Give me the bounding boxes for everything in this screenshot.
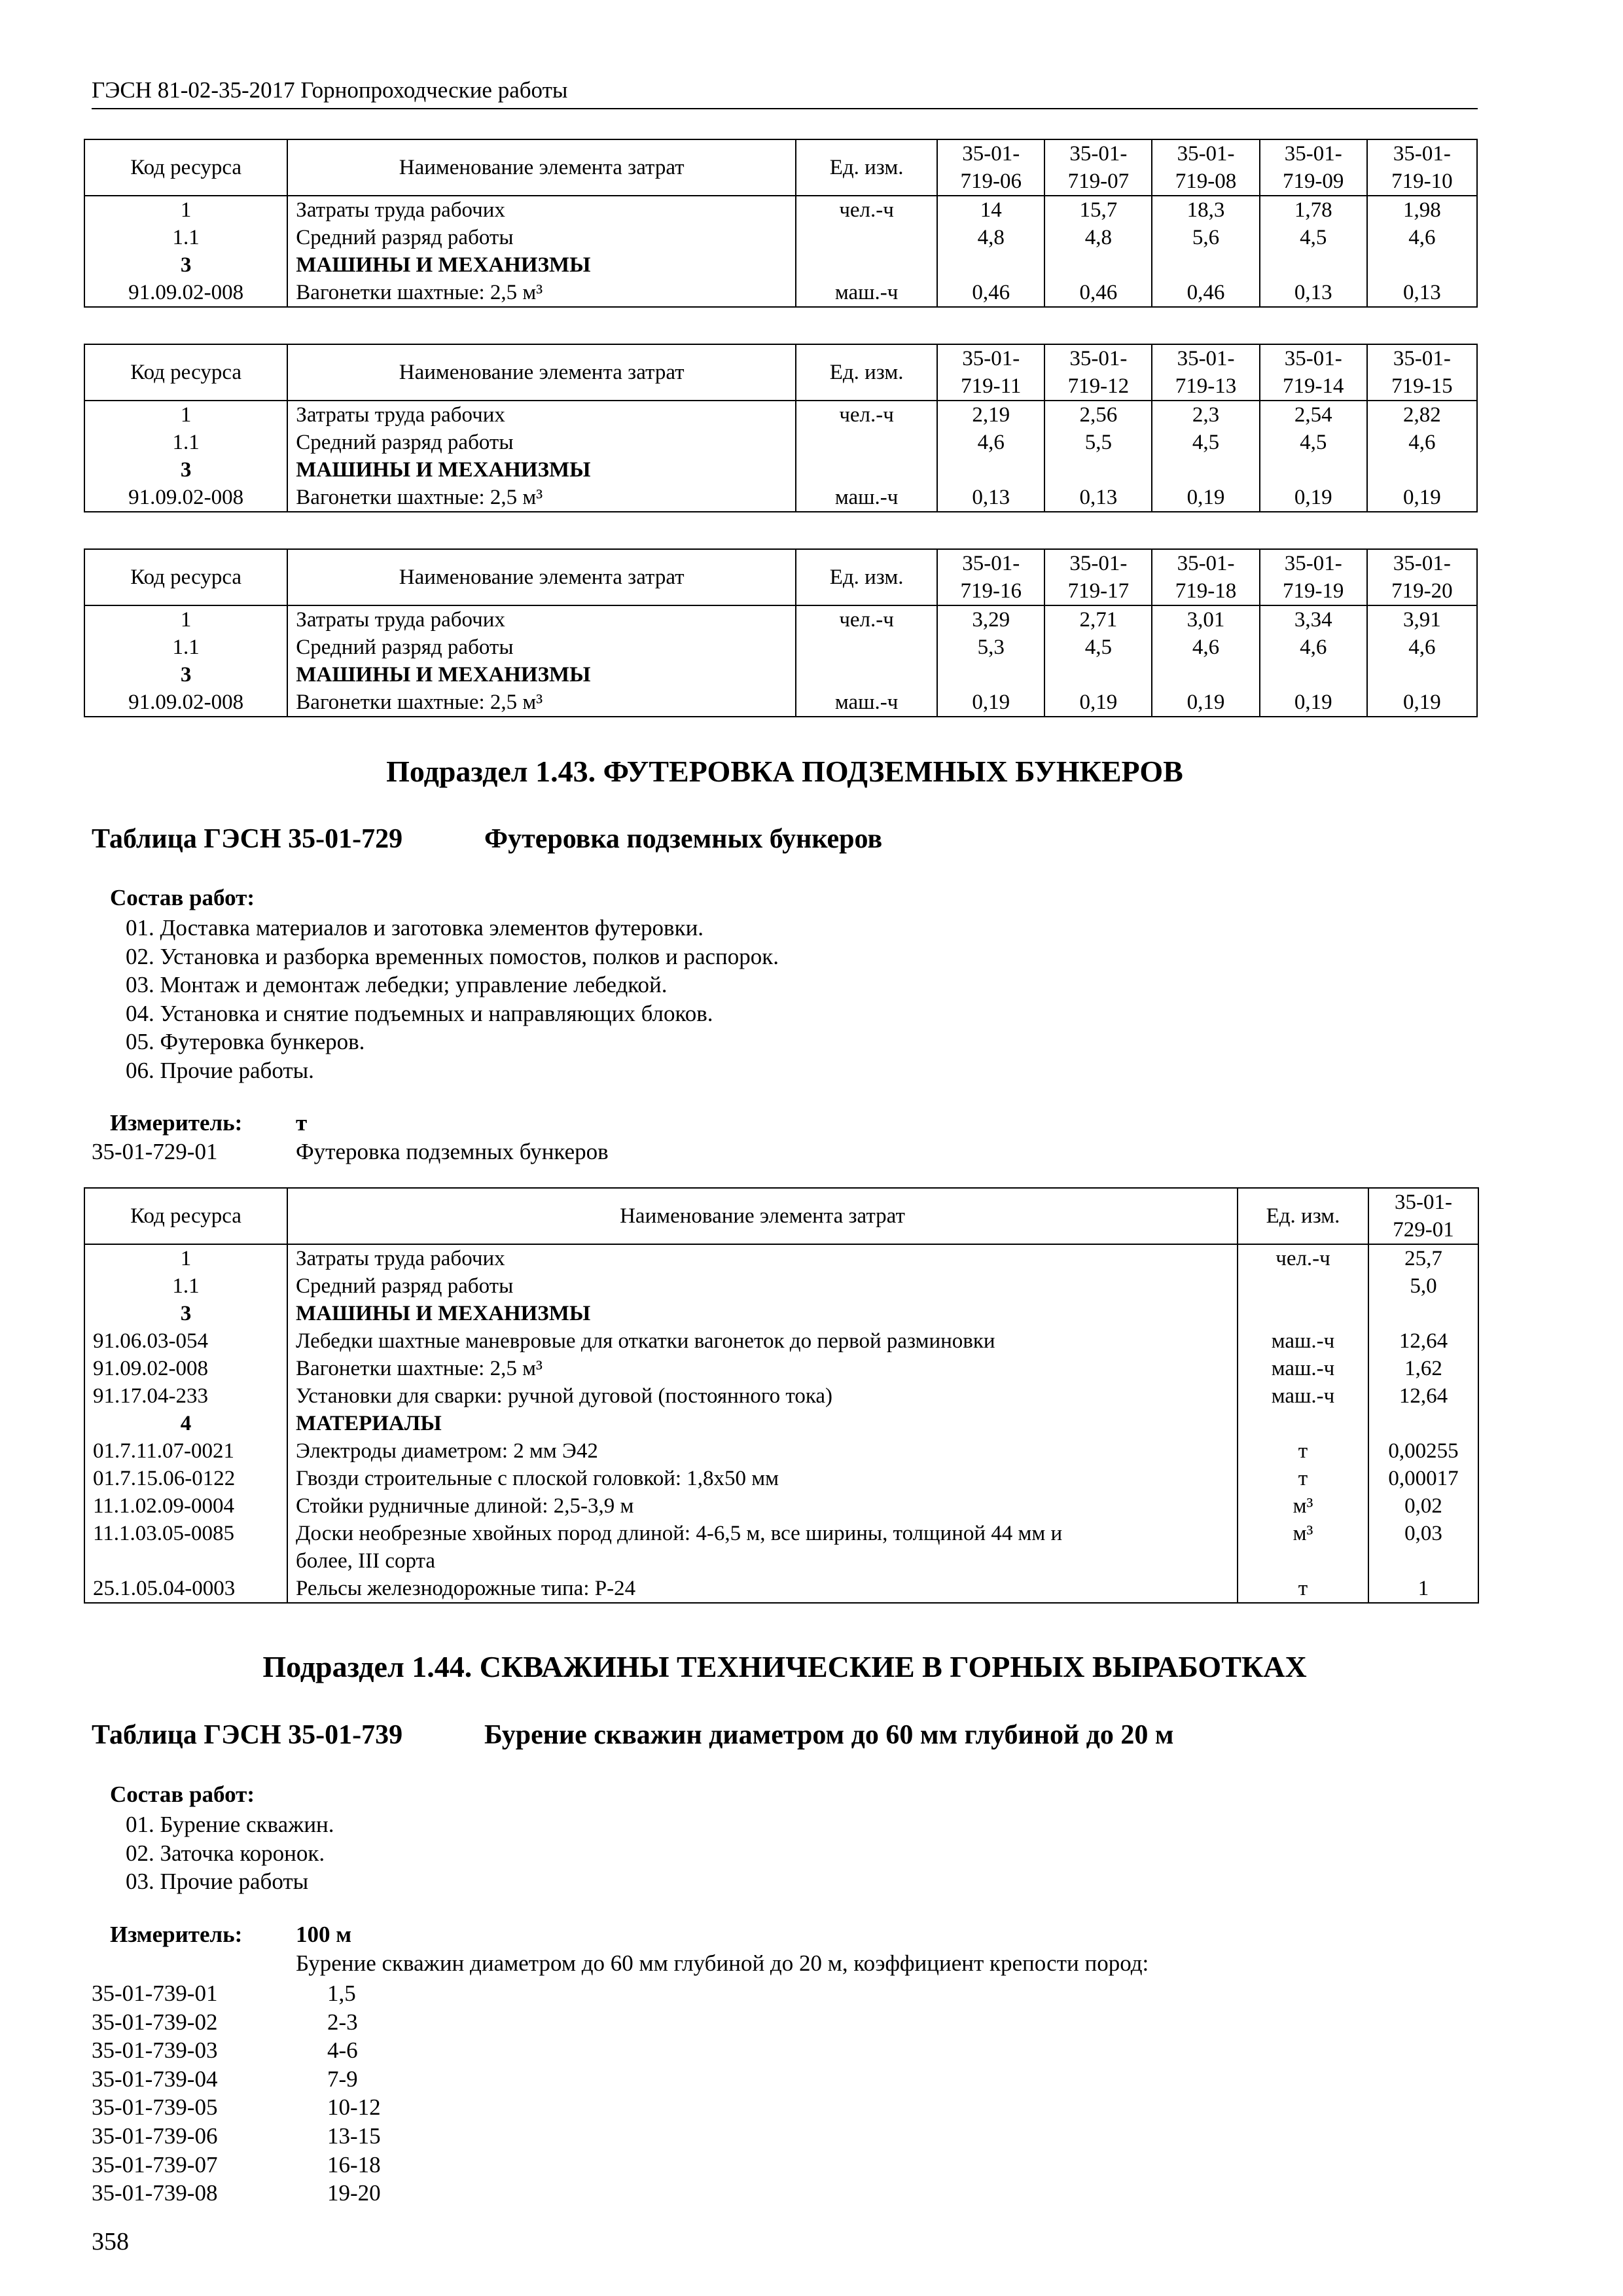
- resource-name: Лебедки шахтные маневровые для откатки вагонеток до первой разминовки: [287, 1327, 1238, 1355]
- col-name-header: Наименование элемента затрат: [287, 549, 796, 605]
- running-header: ГЭСН 81-02-35-2017 Горнопроходческие работы: [92, 77, 568, 103]
- item-code: 35-01-729-01: [92, 1139, 218, 1164]
- resource-name: Установки для сварки: ручной дуговой (постоянного тока): [287, 1382, 1238, 1410]
- resource-value: 0,02: [1368, 1492, 1478, 1520]
- resource-value: 1,78: [1260, 196, 1367, 224]
- item-code: 35-01-739-03: [92, 2037, 218, 2064]
- item-list-739: [92, 1979, 381, 2208]
- col-unit-header: Ед. изм.: [1238, 1188, 1368, 1244]
- resource-value: [937, 661, 1044, 689]
- list-item: [92, 2008, 358, 2037]
- resource-value: 5,3: [937, 634, 1044, 661]
- resource-value: 0,19: [1260, 689, 1367, 717]
- resource-unit: [796, 456, 937, 484]
- resource-value: 3,34: [1260, 605, 1367, 634]
- work-item: 06. Прочие работы.: [126, 1057, 314, 1083]
- item-value: 19-20: [327, 2180, 381, 2206]
- table-row: [84, 1575, 1478, 1603]
- resource-value: 1,62: [1368, 1355, 1478, 1382]
- resource-value: 0,13: [1260, 279, 1367, 307]
- resource-table-729-01: [84, 1187, 1479, 1604]
- resource-value: 5,6: [1152, 224, 1259, 251]
- resource-value: 0,46: [937, 279, 1044, 307]
- resource-name: МАШИНЫ И МЕХАНИЗМЫ: [287, 661, 796, 689]
- measure-value: т: [296, 1110, 308, 1136]
- resource-unit: т: [1238, 1575, 1368, 1603]
- col-value-header: 35-01- 719-14: [1260, 344, 1367, 401]
- table-row: [84, 1520, 1478, 1575]
- resource-table-719-16-20: [84, 548, 1478, 717]
- col-value-header: 35-01- 719-19: [1260, 549, 1367, 605]
- resource-value: 0,19: [1044, 689, 1152, 717]
- resource-value: 2,19: [937, 401, 1044, 429]
- resource-value: [1368, 1410, 1478, 1437]
- resource-code: 3: [84, 456, 287, 484]
- col-code-header: Код ресурса: [84, 344, 287, 401]
- measure-label: Измеритель:: [110, 1110, 243, 1136]
- resource-table-719-06-10: [84, 139, 1478, 308]
- resource-code: 1.1: [84, 634, 287, 661]
- work-composition-title-739: Состав работ:: [110, 1782, 255, 1807]
- resource-code: 1: [84, 1244, 287, 1272]
- table-row: [84, 484, 1477, 512]
- col-value-header: 35-01- 719-16: [937, 549, 1044, 605]
- measure-label-739: Измеритель:: [110, 1922, 243, 1947]
- table-739-label: Таблица ГЭСН 35-01-739: [92, 1720, 403, 1750]
- resource-name: МАТЕРИАЛЫ: [287, 1410, 1238, 1437]
- resource-code: 11.1.02.09-0004: [84, 1492, 287, 1520]
- resource-value: [1260, 661, 1367, 689]
- resource-name: МАШИНЫ И МЕХАНИЗМЫ: [287, 251, 796, 279]
- item-code: 35-01-739-02: [92, 2009, 218, 2035]
- col-value-header: 35-01- 719-12: [1044, 344, 1152, 401]
- resource-unit: маш.-ч: [796, 484, 937, 512]
- resource-value: [937, 251, 1044, 279]
- col-name-header: Наименование элемента затрат: [287, 1188, 1238, 1244]
- resource-value: 12,64: [1368, 1327, 1478, 1355]
- resource-value: 0,19: [1260, 484, 1367, 512]
- resource-value: 3,91: [1367, 605, 1477, 634]
- resource-value: 2,71: [1044, 605, 1152, 634]
- resource-name: Вагонетки шахтные: 2,5 м³: [287, 279, 796, 307]
- col-code-header: Код ресурса: [84, 139, 287, 196]
- item-code: 35-01-739-04: [92, 2066, 218, 2092]
- resource-name: Средний разряд работы: [287, 1272, 1238, 1300]
- resource-code: 91.09.02-008: [84, 279, 287, 307]
- col-unit-header: Ед. изм.: [796, 549, 937, 605]
- resource-value: 18,3: [1152, 196, 1259, 224]
- list-item: [92, 2093, 381, 2122]
- col-value-header: 35-01- 719-09: [1260, 139, 1367, 196]
- resource-unit: маш.-ч: [1238, 1382, 1368, 1410]
- item-code: 35-01-739-08: [92, 2180, 218, 2206]
- resource-code: 3: [84, 1300, 287, 1327]
- table-row: [84, 1244, 1478, 1272]
- resource-value: 0,46: [1044, 279, 1152, 307]
- section-144-heading: Подраздел 1.44. СКВАЖИНЫ ТЕХНИЧЕСКИЕ В ГОРНЫХ ВЫРАБОТКАХ: [262, 1650, 1307, 1683]
- work-item: 01. Доставка материалов и заготовка элементов футеровки.: [126, 915, 704, 941]
- item-value: 4-6: [327, 2037, 358, 2064]
- resource-name: Вагонетки шахтные: 2,5 м³: [287, 484, 796, 512]
- page-number: 358: [92, 2228, 129, 2255]
- resource-unit: [796, 634, 937, 661]
- work-item: 02. Заточка коронок.: [126, 1840, 325, 1866]
- resource-value: [1152, 456, 1259, 484]
- resource-value: 4,5: [1152, 429, 1259, 456]
- resource-value: [937, 456, 1044, 484]
- col-value-header: 35-01- 719-08: [1152, 139, 1259, 196]
- header-rule: [92, 108, 1478, 109]
- resource-unit: чел.-ч: [796, 605, 937, 634]
- work-item: 05. Футеровка бункеров.: [126, 1029, 365, 1055]
- resource-code: 1: [84, 401, 287, 429]
- table-739-name: Бурение скважин диаметром до 60 мм глубиной до 20 м: [484, 1720, 1174, 1750]
- col-value-header: 35-01- 719-11: [937, 344, 1044, 401]
- resource-value: 0,19: [1367, 484, 1477, 512]
- resource-value: 2,54: [1260, 401, 1367, 429]
- resource-unit: [1238, 1272, 1368, 1300]
- col-unit-header: Ед. изм.: [796, 139, 937, 196]
- resource-unit: маш.-ч: [1238, 1327, 1368, 1355]
- resource-name: Средний разряд работы: [287, 429, 796, 456]
- measure-value-739: 100 м: [296, 1922, 352, 1947]
- resource-code: 3: [84, 661, 287, 689]
- resource-name: Доски необрезные хвойных пород длиной: 4-6,5 м, все ширины, толщиной 44 мм и более, III сорта: [287, 1520, 1238, 1575]
- col-code-header: Код ресурса: [84, 549, 287, 605]
- resource-unit: маш.-ч: [796, 689, 937, 717]
- table-729-title: [92, 823, 883, 855]
- resource-unit: т: [1238, 1465, 1368, 1492]
- resource-value: [1152, 661, 1259, 689]
- resource-value: 1: [1368, 1575, 1478, 1603]
- description-739: Бурение скважин диаметром до 60 мм глубиной до 20 м, коэффициент крепости пород:: [296, 1950, 1149, 1976]
- resource-name: Гвозди строительные с плоской головкой: 1,8x50 мм: [287, 1465, 1238, 1492]
- table-row: [84, 429, 1477, 456]
- item-code: 35-01-739-07: [92, 2151, 218, 2178]
- resource-code: 01.7.15.06-0122: [84, 1465, 287, 1492]
- col-name-header: Наименование элемента затрат: [287, 139, 796, 196]
- resource-unit: чел.-ч: [796, 196, 937, 224]
- work-item: 03. Прочие работы: [126, 1869, 309, 1895]
- resource-value: 4,8: [1044, 224, 1152, 251]
- resource-value: 5,0: [1368, 1272, 1478, 1300]
- resource-value: [1368, 1300, 1478, 1327]
- table-row: [84, 1410, 1478, 1437]
- col-value-header: 35-01- 719-20: [1367, 549, 1477, 605]
- table-row: [84, 1300, 1478, 1327]
- col-name-header: Наименование элемента затрат: [287, 344, 796, 401]
- table-row: [84, 196, 1477, 224]
- table-row: [84, 605, 1477, 634]
- list-item: [92, 2179, 381, 2208]
- table-row: [84, 279, 1477, 307]
- table-729-name: Футеровка подземных бункеров: [484, 824, 883, 854]
- table-row: [84, 401, 1477, 429]
- resource-value: 4,6: [1152, 634, 1259, 661]
- resource-code: 1.1: [84, 224, 287, 251]
- resource-value: 12,64: [1368, 1382, 1478, 1410]
- resource-value: [1044, 661, 1152, 689]
- resource-name: Затраты труда рабочих: [287, 605, 796, 634]
- resource-value: 0,03: [1368, 1520, 1478, 1575]
- col-code-header: Код ресурса: [84, 1188, 287, 1244]
- item-name: Футеровка подземных бункеров: [296, 1139, 609, 1164]
- resource-value: [1260, 251, 1367, 279]
- resource-name: Затраты труда рабочих: [287, 401, 796, 429]
- resource-value: 1,98: [1367, 196, 1477, 224]
- resource-code: 25.1.05.04-0003: [84, 1575, 287, 1603]
- col-value-header: 35-01- 719-06: [937, 139, 1044, 196]
- resource-unit: чел.-ч: [1238, 1244, 1368, 1272]
- resource-value: 0,19: [1367, 689, 1477, 717]
- col-value-header: 35-01- 729-01: [1368, 1188, 1478, 1244]
- table-row: [84, 1382, 1478, 1410]
- table-row: [84, 224, 1477, 251]
- work-item: 01. Бурение скважин.: [126, 1812, 334, 1837]
- resource-value: 25,7: [1368, 1244, 1478, 1272]
- resource-code: 1.1: [84, 429, 287, 456]
- resource-unit: [1238, 1300, 1368, 1327]
- resource-code: 1: [84, 196, 287, 224]
- resource-value: 0,19: [1152, 484, 1259, 512]
- work-composition-list-739: [126, 1810, 334, 1896]
- resource-value: [1260, 456, 1367, 484]
- work-item: 02. Установка и разборка временных помостов, полков и распорок.: [126, 943, 779, 969]
- table-729-label: Таблица ГЭСН 35-01-729: [92, 824, 403, 854]
- resource-value: [1367, 456, 1477, 484]
- resource-value: 0,13: [937, 484, 1044, 512]
- item-value: 10-12: [327, 2094, 381, 2121]
- table-row: [84, 689, 1477, 717]
- resource-code: 91.09.02-008: [84, 1355, 287, 1382]
- resource-name: МАШИНЫ И МЕХАНИЗМЫ: [287, 1300, 1238, 1327]
- resource-name: Вагонетки шахтные: 2,5 м³: [287, 1355, 1238, 1382]
- resource-value: [1044, 456, 1152, 484]
- list-item: [92, 2151, 381, 2179]
- resource-code: 4: [84, 1410, 287, 1437]
- resource-name: Затраты труда рабочих: [287, 196, 796, 224]
- resource-unit: [796, 661, 937, 689]
- resource-value: [1367, 661, 1477, 689]
- item-value: 2-3: [327, 2009, 358, 2035]
- resource-code: 1.1: [84, 1272, 287, 1300]
- table-row: [84, 1465, 1478, 1492]
- resource-unit: [796, 429, 937, 456]
- section-143-heading: Подраздел 1.43. ФУТЕРОВКА ПОДЗЕМНЫХ БУНКЕРОВ: [386, 755, 1183, 788]
- list-item: [92, 2036, 358, 2065]
- resource-value: 4,6: [937, 429, 1044, 456]
- resource-value: 0,19: [937, 689, 1044, 717]
- resource-unit: маш.-ч: [1238, 1355, 1368, 1382]
- table-row: [84, 634, 1477, 661]
- table-row: [84, 1437, 1478, 1465]
- resource-value: 4,8: [937, 224, 1044, 251]
- work-item: 03. Монтаж и демонтаж лебедки; управление лебедкой.: [126, 972, 668, 998]
- resource-name: Вагонетки шахтные: 2,5 м³: [287, 689, 796, 717]
- resource-name: МАШИНЫ И МЕХАНИЗМЫ: [287, 456, 796, 484]
- col-value-header: 35-01- 719-07: [1044, 139, 1152, 196]
- resource-value: 2,82: [1367, 401, 1477, 429]
- col-value-header: 35-01- 719-17: [1044, 549, 1152, 605]
- table-row: [84, 456, 1477, 484]
- col-unit-header: Ед. изм.: [796, 344, 937, 401]
- resource-unit: м³: [1238, 1492, 1368, 1520]
- table-row: [84, 1272, 1478, 1300]
- resource-code: 1: [84, 605, 287, 634]
- resource-table-719-11-15: [84, 344, 1478, 512]
- resource-unit: маш.-ч: [796, 279, 937, 307]
- resource-name: Средний разряд работы: [287, 224, 796, 251]
- resource-value: 0,13: [1044, 484, 1152, 512]
- resource-name: Рельсы железнодорожные типа: Р-24: [287, 1575, 1238, 1603]
- resource-unit: [796, 224, 937, 251]
- resource-value: 2,56: [1044, 401, 1152, 429]
- work-composition-list: [126, 914, 779, 1085]
- resource-value: [1152, 251, 1259, 279]
- resource-value: 0,19: [1152, 689, 1259, 717]
- table-row: [84, 1492, 1478, 1520]
- resource-value: 14: [937, 196, 1044, 224]
- resource-name: Электроды диаметром: 2 мм Э42: [287, 1437, 1238, 1465]
- resource-code: 91.17.04-233: [84, 1382, 287, 1410]
- resource-code: 91.09.02-008: [84, 484, 287, 512]
- item-value: 7-9: [327, 2066, 358, 2092]
- resource-value: 3,29: [937, 605, 1044, 634]
- resource-value: 3,01: [1152, 605, 1259, 634]
- table-row: [84, 251, 1477, 279]
- col-value-header: 35-01- 719-10: [1367, 139, 1477, 196]
- resource-value: 4,6: [1367, 224, 1477, 251]
- resource-value: 15,7: [1044, 196, 1152, 224]
- item-code: 35-01-739-01: [92, 1981, 218, 2006]
- resource-value: 0,46: [1152, 279, 1259, 307]
- item-value: 16-18: [327, 2151, 381, 2178]
- list-item: [92, 1979, 356, 2008]
- table-row: [84, 1327, 1478, 1355]
- resource-value: 4,5: [1260, 224, 1367, 251]
- resource-name: Затраты труда рабочих: [287, 1244, 1238, 1272]
- work-composition-title: Состав работ:: [110, 885, 255, 910]
- resource-code: 01.7.11.07-0021: [84, 1437, 287, 1465]
- item-value: 1,5: [327, 1981, 356, 2006]
- table-739-title: [92, 1719, 1174, 1751]
- resource-value: 5,5: [1044, 429, 1152, 456]
- resource-code: 3: [84, 251, 287, 279]
- resource-value: 4,6: [1367, 634, 1477, 661]
- resource-name: Средний разряд работы: [287, 634, 796, 661]
- resource-unit: м³: [1238, 1520, 1368, 1575]
- resource-value: 4,5: [1260, 429, 1367, 456]
- col-value-header: 35-01- 719-15: [1367, 344, 1477, 401]
- list-item: [92, 2065, 358, 2094]
- table-row: [84, 1355, 1478, 1382]
- resource-unit: чел.-ч: [796, 401, 937, 429]
- resource-value: [1044, 251, 1152, 279]
- resource-value: 0,00017: [1368, 1465, 1478, 1492]
- work-item: 04. Установка и снятие подъемных и направляющих блоков.: [126, 1000, 713, 1026]
- resource-code: 11.1.03.05-0085: [84, 1520, 287, 1575]
- resource-unit: [1238, 1410, 1368, 1437]
- resource-unit: [796, 251, 937, 279]
- table-row: [84, 661, 1477, 689]
- item-value: 13-15: [327, 2123, 381, 2149]
- resource-unit: т: [1238, 1437, 1368, 1465]
- resource-value: 0,00255: [1368, 1437, 1478, 1465]
- col-value-header: 35-01- 719-13: [1152, 344, 1259, 401]
- col-value-header: 35-01- 719-18: [1152, 549, 1259, 605]
- resource-value: 2,3: [1152, 401, 1259, 429]
- resource-name: Стойки рудничные длиной: 2,5-3,9 м: [287, 1492, 1238, 1520]
- resource-value: 4,6: [1260, 634, 1367, 661]
- resource-code: 91.06.03-054: [84, 1327, 287, 1355]
- resource-value: 4,5: [1044, 634, 1152, 661]
- item-code: 35-01-739-06: [92, 2123, 218, 2149]
- resource-value: [1367, 251, 1477, 279]
- resource-code: 91.09.02-008: [84, 689, 287, 717]
- list-item: [92, 2122, 381, 2151]
- item-code: 35-01-739-05: [92, 2094, 218, 2121]
- resource-value: 4,6: [1367, 429, 1477, 456]
- resource-value: 0,13: [1367, 279, 1477, 307]
